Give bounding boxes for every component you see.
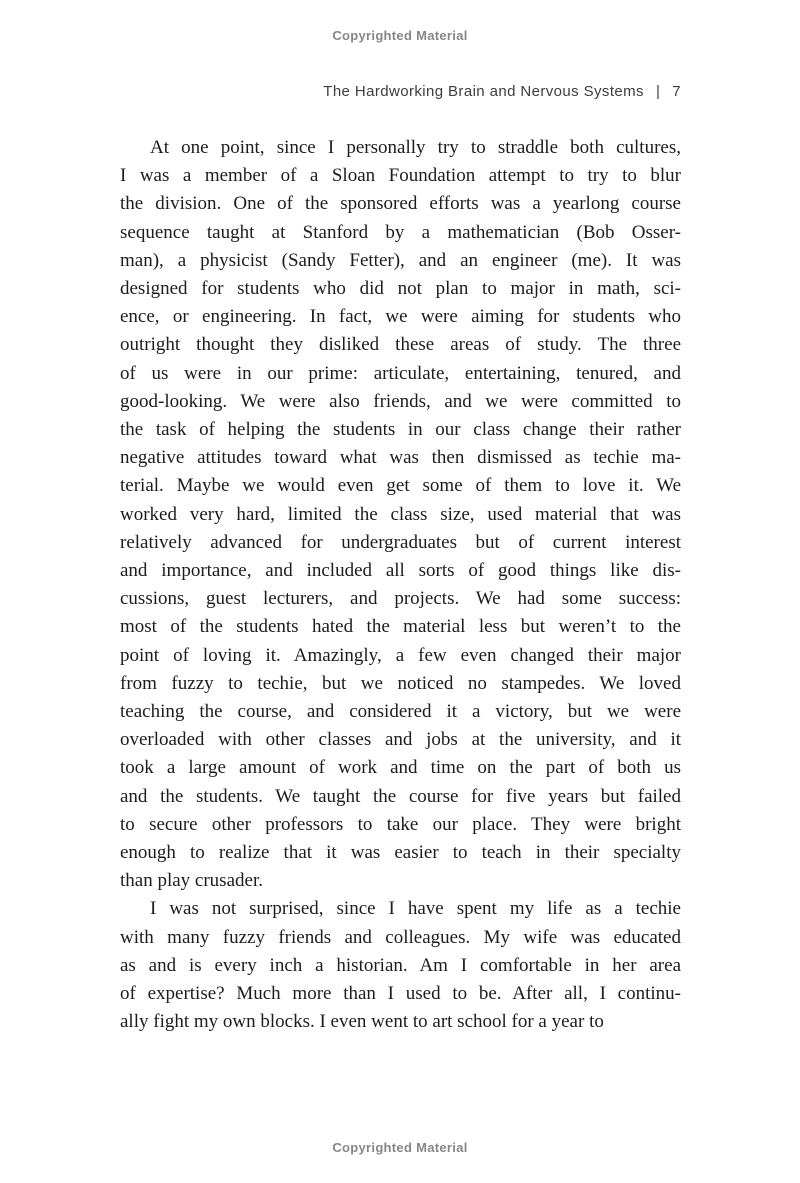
- text-line: of expertise? Much more than I used to be. After all, I continu-: [120, 983, 681, 1005]
- text-line: man), a physicist (Sandy Fetter), and an engineer (me). It was: [120, 249, 681, 271]
- text-line: ally fight my own blocks. I even went to art school for a year to: [120, 1011, 604, 1033]
- paragraph: [120, 134, 681, 895]
- text-line: cussions, guest lecturers, and projects. We had some success:: [120, 588, 681, 610]
- text-line: I was not surprised, since I have spent my life as a techie: [150, 898, 681, 920]
- running-header: [120, 83, 681, 100]
- text-line: and the students. We taught the course for five years but failed: [120, 785, 681, 807]
- paragraph: [120, 895, 681, 1036]
- text-line: ence, or engineering. In fact, we were aiming for students who: [120, 306, 681, 328]
- text-line: took a large amount of work and time on the part of both us: [120, 757, 681, 779]
- text-line: I was a member of a Sloan Foundation attempt to try to blur: [120, 165, 681, 187]
- text-line: with many fuzzy friends and colleagues. My wife was educated: [120, 926, 681, 948]
- text-line: negative attitudes toward what was then dismissed as techie ma-: [120, 447, 681, 469]
- text-line: to secure other professors to take our place. They were bright: [120, 813, 681, 835]
- text-line: from fuzzy to techie, but we noticed no stampedes. We loved: [120, 672, 681, 694]
- text-line: as and is every inch a historian. Am I comfortable in her area: [120, 954, 681, 976]
- text-line: overloaded with other classes and jobs at the university, and it: [120, 729, 681, 751]
- text-line: designed for students who did not plan to major in math, sci-: [120, 278, 681, 300]
- text-line: worked very hard, limited the class size, used material that was: [120, 503, 681, 525]
- copyright-notice-top: Copyrighted Material: [332, 28, 468, 43]
- chapter-title: The Hardworking Brain and Nervous Systems: [323, 83, 644, 100]
- body-text: [120, 134, 681, 1037]
- text-line: terial. Maybe we would even get some of them to love it. We: [120, 475, 681, 497]
- text-line: outright thought they disliked these areas of study. The three: [120, 334, 681, 356]
- page-number: 7: [672, 83, 681, 100]
- text-line: and importance, and included all sorts of good things like dis-: [120, 560, 681, 582]
- header-separator: |: [655, 83, 661, 100]
- text-line: good-looking. We were also friends, and we were committed to: [120, 390, 681, 412]
- text-line: point of loving it. Amazingly, a few even changed their major: [120, 644, 681, 666]
- text-line: sequence taught at Stanford by a mathematician (Bob Osser-: [120, 221, 681, 243]
- text-line: the division. One of the sponsored efforts was a yearlong course: [120, 193, 681, 215]
- text-line: At one point, since I personally try to straddle both cultures,: [150, 137, 681, 158]
- text-line: than play crusader.: [120, 870, 263, 892]
- text-line: the task of helping the students in our class change their rather: [120, 419, 681, 441]
- text-line: of us were in our prime: articulate, entertaining, tenured, and: [120, 362, 681, 384]
- text-line: enough to realize that it was easier to teach in their specialty: [120, 842, 681, 864]
- text-line: teaching the course, and considered it a victory, but we were: [120, 701, 681, 723]
- copyright-notice-bottom: Copyrighted Material: [332, 1140, 468, 1155]
- text-line: most of the students hated the material less but weren’t to the: [120, 616, 681, 638]
- text-line: relatively advanced for undergraduates but of current interest: [120, 531, 681, 553]
